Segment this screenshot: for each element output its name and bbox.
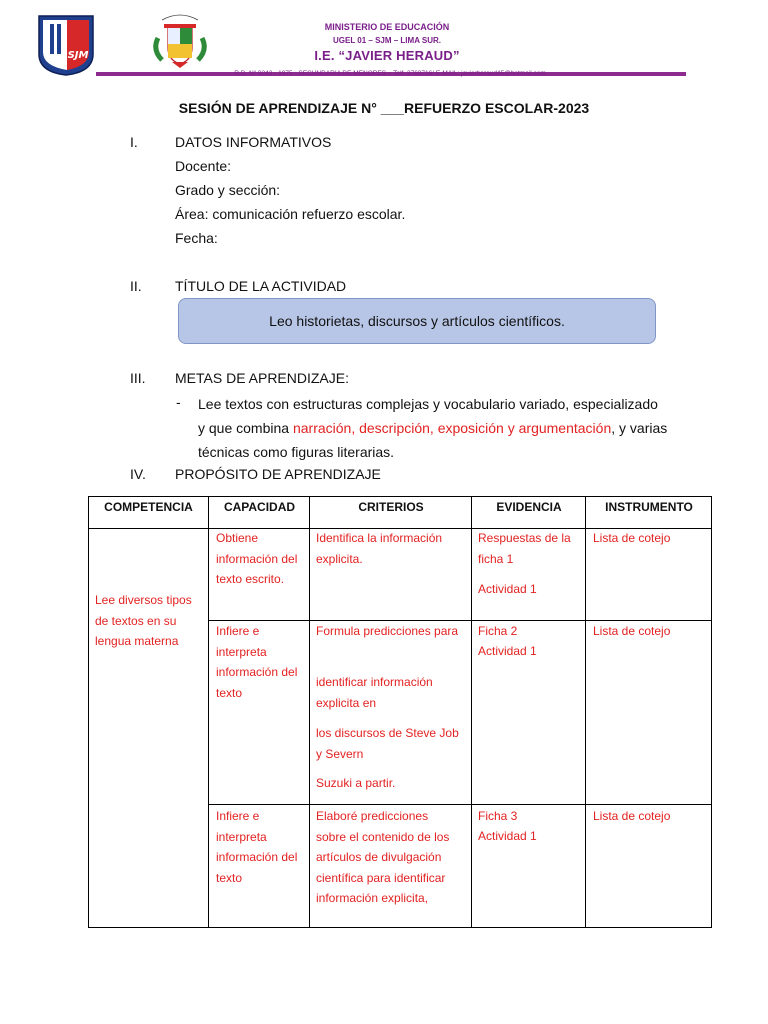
- row-1-instrumento: Lista de cotejo: [593, 531, 671, 545]
- field-docente: Docente:: [175, 158, 232, 174]
- row-2-evidencia: Ficha 2: [478, 624, 518, 638]
- field-grado: Grado y sección:: [175, 182, 281, 198]
- row-1-evidencia: Respuestas de la ficha 1: [478, 531, 571, 566]
- row-2-criterio-4: Suzuki a partir.: [316, 776, 396, 790]
- row-3-evidencia: Ficha 3: [478, 809, 518, 823]
- section-2-number: II.: [130, 278, 142, 294]
- ministry-line: MINISTERIO DE EDUCACIÓN: [324, 22, 450, 32]
- peru-coat-of-arms: [150, 10, 210, 72]
- row-2-criterio-1: Formula predicciones para: [316, 624, 459, 638]
- competencia-cell: Lee diversos tipos de textos en su lengua materna: [95, 593, 192, 648]
- activity-title: Leo historietas, discursos y artículos científicos.: [269, 313, 565, 329]
- row-3-actividad: Actividad 1: [478, 829, 537, 843]
- school-logo: [37, 14, 95, 76]
- header-evidencia: EVIDENCIA: [496, 500, 562, 514]
- school-name: I.E. “JAVIER HERAUD”: [314, 48, 460, 63]
- row-3-criterio: Elaboré predicciones sobre el contenido de los artículos de divulgación científica para identificar información explicita,: [316, 809, 450, 905]
- document-title: SESIÓN DE APRENDIZAJE N° ___REFUERZO ESCOLAR-2023: [178, 100, 590, 116]
- row-2-actividad: Actividad 1: [478, 644, 537, 658]
- section-3-number: III.: [130, 370, 146, 386]
- field-area: Área: comunicación refuerzo escolar.: [175, 206, 406, 222]
- field-fecha: Fecha:: [175, 230, 218, 246]
- section-2-title: TÍTULO DE LA ACTIVIDAD: [175, 278, 347, 294]
- contact-line: R.D. Nº 0242 - 1975 - SECUNDARIA DE MENORES – Telf. 2760716/ E-MAIL: javierheraud45@hotmail.com: [234, 70, 546, 77]
- row-1-actividad: Actividad 1: [478, 582, 537, 596]
- row-2-criterio-2: identificar información explicita en: [316, 675, 433, 710]
- section-1-title: DATOS INFORMATIVOS: [175, 134, 332, 150]
- section-3-title: METAS DE APRENDIZAJE:: [175, 370, 349, 386]
- row-2-criterio-3: los discursos de Steve Job y Severn: [316, 726, 459, 761]
- row-1-criterio: Identifica la información explicita.: [316, 531, 443, 566]
- learning-goal: [198, 392, 668, 464]
- header-capacidad: CAPACIDAD: [223, 500, 296, 514]
- meta-bullet: -: [176, 394, 181, 410]
- row-3-capacidad: Infiere e interpreta información del texto: [216, 809, 298, 885]
- activity-title-box: [178, 298, 656, 344]
- header-competencia: COMPETENCIA: [104, 500, 193, 514]
- learning-goal-highlight: narración, descripción, exposición y argumentación: [292, 420, 612, 436]
- section-4-title: PROPÓSITO DE APRENDIZAJE: [175, 466, 381, 482]
- section-4-number: IV.: [130, 466, 146, 482]
- row-2-capacidad: Infiere e interpreta información del texto: [216, 624, 298, 700]
- ugel-line: UGEL 01 – SJM – LIMA SUR.: [332, 36, 442, 45]
- row-1-capacidad: Obtiene información del texto escrito.: [216, 531, 298, 586]
- section-1-number: I.: [130, 134, 138, 150]
- learning-goal-part2: , y varias técnicas como figuras literarias.: [198, 420, 668, 460]
- header-instrumento: INSTRUMENTO: [605, 500, 693, 514]
- row-3-instrumento: Lista de cotejo: [593, 809, 671, 823]
- header-criterios: CRITERIOS: [358, 500, 424, 514]
- learning-goal-part1: Lee textos con estructuras complejas y vocabulario variado, especializado y que combina: [198, 396, 658, 436]
- row-2-instrumento: Lista de cotejo: [593, 624, 671, 638]
- svg-text:SJM: SJM: [67, 50, 89, 61]
